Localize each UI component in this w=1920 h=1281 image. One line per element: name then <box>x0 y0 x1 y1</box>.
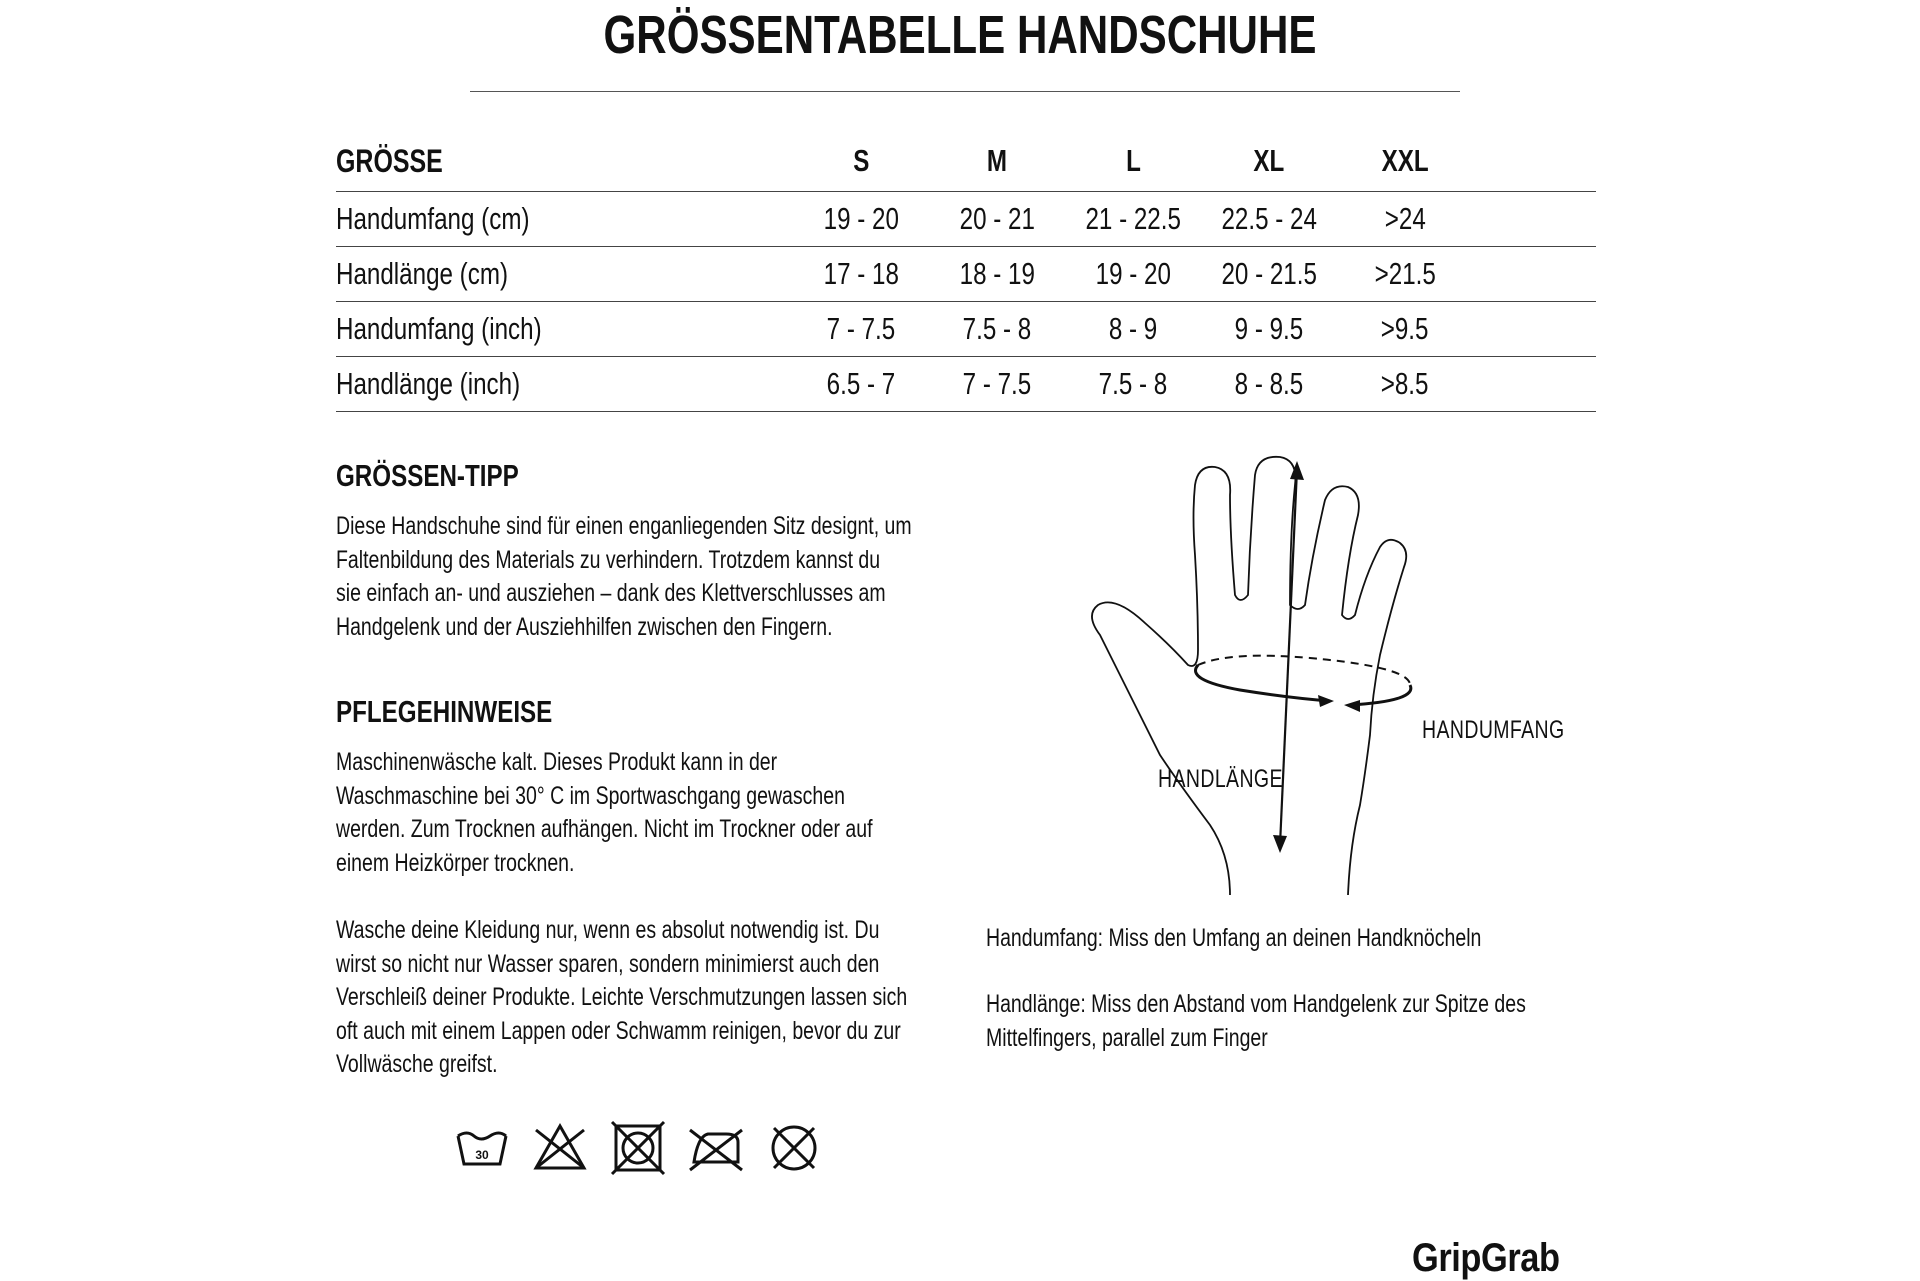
size-col-xl: XL <box>1253 143 1285 178</box>
table-cell: 8 - 8.5 <box>1234 366 1304 401</box>
table-cell: 19 - 20 <box>1095 256 1171 291</box>
size-tip-heading: GRÖSSEN-TIPP <box>336 458 519 493</box>
table-cell: >24 <box>1384 201 1426 236</box>
table-cell: 6.5 - 7 <box>826 366 896 401</box>
table-cell: 9 - 9.5 <box>1234 311 1304 346</box>
text-line: Wasche deine Kleidung nur, wenn es absolut notwendig ist. Du <box>336 916 880 944</box>
size-table <box>336 131 1596 412</box>
text-line: werden. Zum Trocknen aufhängen. Nicht im Trockner oder auf <box>336 815 873 843</box>
text-line: Faltenbildung des Materials zu verhindern. Trotzdem kannst du <box>336 545 881 574</box>
table-cell: 18 - 19 <box>959 256 1035 291</box>
text-line: Vollwäsche greifst. <box>336 1050 498 1078</box>
wash-temperature: 30 <box>475 1148 489 1162</box>
circumference-note: Handumfang: Miss den Umfang an deinen Handknöcheln <box>986 924 1482 952</box>
text-line: Mittelfingers, parallel zum Finger <box>986 1023 1268 1052</box>
size-tip-text <box>336 510 937 644</box>
care-text-2 <box>336 914 937 1082</box>
table-cell: 22.5 - 24 <box>1221 201 1317 236</box>
text-line: Diese Handschuhe sind für einen enganliegenden Sitz designt, um <box>336 512 912 540</box>
text-line: Verschleiß deiner Produkte. Leichte Verschmutzungen lassen sich <box>336 983 908 1011</box>
text-line: einem Heizkörper trocknen. <box>336 848 575 877</box>
table-row <box>336 357 1596 412</box>
table-cell: 8 - 9 <box>1108 311 1158 346</box>
circumference-arrowhead <box>1318 695 1334 707</box>
no-dry-clean-icon <box>764 1118 824 1178</box>
table-row <box>336 192 1596 247</box>
text-line: Handlänge: Miss den Abstand vom Handgelenk zur Spitze des <box>986 990 1526 1018</box>
text-line: wirst so nicht nur Wasser sparen, sondern minimierst auch den <box>336 949 880 978</box>
text-line: sie einfach an- und ausziehen – dank des Klettverschlusses am <box>336 579 886 607</box>
text-line: Waschmaschine bei 30° C im Sportwaschgang gewaschen <box>336 781 845 810</box>
size-col-s: S <box>852 143 870 178</box>
no-bleach-icon <box>530 1118 590 1178</box>
table-cell: 20 - 21 <box>959 201 1035 236</box>
size-col-xxl: XXL <box>1381 143 1429 178</box>
size-col-l: L <box>1125 143 1141 178</box>
table-header-row <box>336 131 1596 192</box>
care-symbols <box>452 1118 832 1178</box>
table-cell: 7 - 7.5 <box>826 311 896 346</box>
size-col-m: M <box>986 143 1008 178</box>
table-cell: 7.5 - 8 <box>1098 366 1168 401</box>
text-line: Handgelenk und der Ausziehhilfen zwischen den Fingern. <box>336 612 833 641</box>
size-header-label: GRÖSSE <box>336 142 443 179</box>
table-cell: >9.5 <box>1381 311 1429 346</box>
table-cell: 19 - 20 <box>823 201 899 236</box>
row-label: Handumfang (cm) <box>336 201 530 236</box>
table-row <box>336 302 1596 357</box>
table-cell: 7.5 - 8 <box>962 311 1032 346</box>
length-note <box>986 988 1579 1055</box>
length-arrowhead-bottom <box>1273 835 1287 853</box>
row-label: Handumfang (inch) <box>336 311 542 346</box>
hand-circumference-label: HANDUMFANG <box>1422 716 1565 744</box>
brand-logo: GripGrab <box>1412 1236 1560 1280</box>
care-heading: PFLEGEHINWEISE <box>336 694 553 729</box>
hand-outline <box>1092 457 1406 895</box>
table-row <box>336 247 1596 302</box>
table-cell: 21 - 22.5 <box>1085 201 1181 236</box>
hand-length-label: HANDLÄNGE <box>1158 765 1283 793</box>
circumference-arrowhead <box>1344 700 1360 712</box>
title-divider <box>470 91 1460 92</box>
table-cell: 17 - 18 <box>823 256 899 291</box>
table-cell: 20 - 21.5 <box>1221 256 1317 291</box>
table-cell: >21.5 <box>1374 256 1436 291</box>
wash-30-icon <box>452 1118 512 1178</box>
circumference-front-line <box>1196 665 1330 701</box>
text-line: oft auch mit einem Lappen oder Schwamm reinigen, bevor du zur <box>336 1016 901 1045</box>
page-title: GRÖSSENTABELLE HANDSCHUHE <box>603 5 1317 65</box>
text-line: Maschinenwäsche kalt. Dieses Produkt kann in der <box>336 748 778 776</box>
no-iron-icon <box>686 1118 746 1178</box>
row-label: Handlänge (cm) <box>336 256 509 291</box>
table-cell: 7 - 7.5 <box>962 366 1032 401</box>
hand-measurement-diagram <box>1080 455 1560 915</box>
no-tumble-dry-icon <box>608 1118 668 1178</box>
table-cell: >8.5 <box>1381 366 1429 401</box>
row-label: Handlänge (inch) <box>336 366 521 401</box>
care-text-1 <box>336 746 937 880</box>
